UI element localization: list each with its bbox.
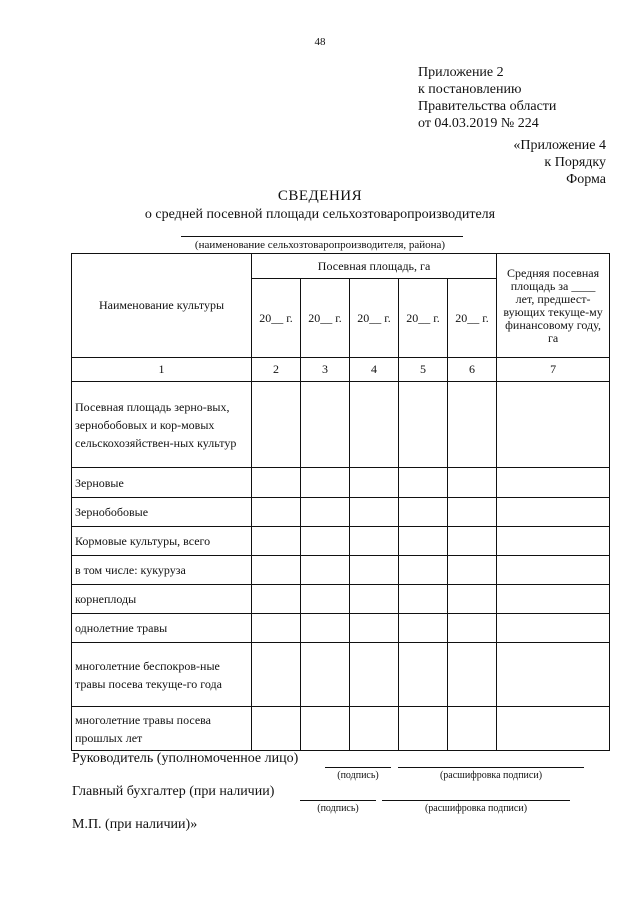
value-cell[interactable] [448, 468, 497, 498]
column-number: 4 [350, 358, 399, 382]
header-culture: Наименование культуры [72, 254, 252, 358]
document-subtitle: о средней посевной площади сельхозтоваропроизводителя [144, 207, 496, 222]
accountant-label: Главный бухгалтер (при наличии) [72, 784, 275, 799]
appendix2-line: «Приложение 4 [513, 138, 606, 153]
value-cell[interactable] [252, 556, 301, 585]
value-cell[interactable] [301, 707, 350, 751]
value-cell[interactable] [497, 707, 610, 751]
appendix-block [418, 64, 556, 132]
value-cell[interactable] [350, 382, 399, 468]
value-cell[interactable] [350, 585, 399, 614]
row-label: Зернобобовые [72, 498, 252, 527]
table-row [72, 614, 610, 643]
table-row [72, 643, 610, 707]
acc-signature-line[interactable] [300, 799, 376, 801]
table-row [72, 498, 610, 527]
head-label: Руководитель (уполномоченное лицо) [72, 751, 299, 766]
table-row [72, 468, 610, 498]
row-label: однолетние травы [72, 614, 252, 643]
appendix-line: к постановлению [418, 82, 522, 97]
value-cell[interactable] [399, 498, 448, 527]
header-year: 20__ г. [399, 279, 448, 358]
table-row [72, 382, 610, 468]
value-cell[interactable] [350, 556, 399, 585]
appendix-line: Правительства области [418, 99, 557, 114]
value-cell[interactable] [399, 382, 448, 468]
row-label: в том числе: кукуруза [72, 556, 252, 585]
acreage-table [71, 253, 610, 751]
table-row [72, 585, 610, 614]
value-cell[interactable] [252, 585, 301, 614]
value-cell[interactable] [252, 498, 301, 527]
value-cell[interactable] [301, 468, 350, 498]
value-cell[interactable] [301, 585, 350, 614]
column-number: 7 [497, 358, 610, 382]
row-label: корнеплоды [72, 585, 252, 614]
value-cell[interactable] [399, 614, 448, 643]
value-cell[interactable] [252, 614, 301, 643]
value-cell[interactable] [497, 614, 610, 643]
header-area-group: Посевная площадь, га [252, 254, 497, 279]
value-cell[interactable] [252, 643, 301, 707]
header-year: 20__ г. [448, 279, 497, 358]
value-cell[interactable] [301, 498, 350, 527]
value-cell[interactable] [301, 527, 350, 556]
value-cell[interactable] [497, 556, 610, 585]
table-row [72, 527, 610, 556]
value-cell[interactable] [252, 527, 301, 556]
value-cell[interactable] [350, 643, 399, 707]
column-number: 6 [448, 358, 497, 382]
column-number: 3 [301, 358, 350, 382]
value-cell[interactable] [448, 498, 497, 527]
table-row [72, 707, 610, 751]
acc-decode-caption: (расшифровка подписи) [424, 803, 528, 814]
value-cell[interactable] [399, 468, 448, 498]
acc-decode-line[interactable] [382, 799, 570, 801]
value-cell[interactable] [448, 707, 497, 751]
value-cell[interactable] [448, 382, 497, 468]
appendix-line: Приложение 2 [418, 65, 504, 80]
value-cell[interactable] [497, 498, 610, 527]
document-title: СВЕДЕНИЯ [277, 188, 363, 204]
value-cell[interactable] [497, 643, 610, 707]
value-cell[interactable] [448, 527, 497, 556]
head-decode-line[interactable] [398, 766, 584, 768]
value-cell[interactable] [497, 527, 610, 556]
producer-name-line [181, 226, 463, 237]
value-cell[interactable] [350, 707, 399, 751]
value-cell[interactable] [301, 643, 350, 707]
value-cell[interactable] [448, 556, 497, 585]
value-cell[interactable] [399, 707, 448, 751]
header-year: 20__ г. [252, 279, 301, 358]
acc-sign-caption: (подпись) [317, 803, 359, 814]
value-cell[interactable] [497, 382, 610, 468]
header-year: 20__ г. [301, 279, 350, 358]
value-cell[interactable] [252, 468, 301, 498]
value-cell[interactable] [497, 468, 610, 498]
row-label: Кормовые культуры, всего [72, 527, 252, 556]
value-cell[interactable] [399, 556, 448, 585]
stamp-label: М.П. (при наличии)» [72, 817, 198, 832]
table-row [72, 556, 610, 585]
value-cell[interactable] [252, 382, 301, 468]
value-cell[interactable] [350, 614, 399, 643]
value-cell[interactable] [301, 382, 350, 468]
value-cell[interactable] [350, 498, 399, 527]
value-cell[interactable] [448, 614, 497, 643]
producer-name-caption: (наименование сельхозтоваропроизводителя, района) [194, 239, 446, 251]
head-decode-caption: (расшифровка подписи) [439, 770, 543, 781]
value-cell[interactable] [301, 614, 350, 643]
head-sign-caption: (подпись) [337, 770, 379, 781]
column-number: 1 [72, 358, 252, 382]
head-signature-line[interactable] [325, 766, 391, 768]
row-label: Посевная площадь зерно-вых, зернобобовых и кор-мовых сельскохозяйствен-ных культур [72, 382, 252, 468]
page-number: 48 [314, 36, 326, 48]
value-cell[interactable] [399, 585, 448, 614]
value-cell[interactable] [448, 643, 497, 707]
value-cell[interactable] [350, 527, 399, 556]
value-cell[interactable] [301, 556, 350, 585]
row-label: многолетние беспокров-ные травы посева текуще-го года [72, 643, 252, 707]
appendix-line: от 04.03.2019 № 224 [418, 116, 539, 131]
appendix2-line: к Порядку [544, 155, 606, 170]
row-label: многолетние травы посева прошлых лет [72, 707, 252, 751]
column-number: 5 [399, 358, 448, 382]
value-cell[interactable] [448, 585, 497, 614]
column-number: 2 [252, 358, 301, 382]
appendix2-block [513, 137, 606, 188]
value-cell[interactable] [252, 707, 301, 751]
value-cell[interactable] [399, 643, 448, 707]
header-year: 20__ г. [350, 279, 399, 358]
value-cell[interactable] [350, 468, 399, 498]
appendix2-line: Форма [566, 172, 606, 187]
value-cell[interactable] [497, 585, 610, 614]
value-cell[interactable] [399, 527, 448, 556]
row-label: Зерновые [72, 468, 252, 498]
header-average: Средняя посевная площадь за ____ лет, предшест-вующих текуще-му финансовому году, га [497, 254, 610, 358]
